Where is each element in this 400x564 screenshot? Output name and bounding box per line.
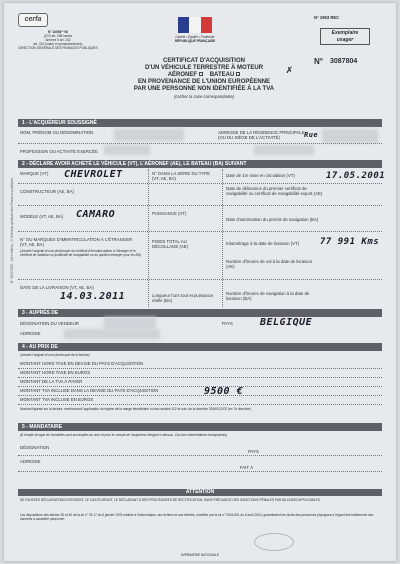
km-label: Kilométrage à la date de livraison (VT) (226, 241, 300, 246)
price-row-3: MONTANT TVA INCLUSE DANS LA DEVISE DU PAYS D'ACQUISITION (20, 388, 159, 393)
section-4-heading: 4 - AU PRIX DE (18, 343, 382, 351)
done-at-label: FAIT À (240, 465, 254, 470)
mandate-address-label: ADRESSE (20, 459, 41, 464)
attention-text-2: Les dispositions des articles 30 et 40 de la loi n° 78-17 du 6 janvier 1978 relative à l'informatique, aux fichiers et aux libertés, modifiée par la loi n° 2004-801 du 6 août 2004, garantissent les droits des personnes physiques à l'égard des traitements des données à caractère personnel. (20, 513, 374, 521)
cerfa-line-3: DIRECTION GÉNÉRALE DES FINANCES PUBLIQUES (18, 46, 98, 50)
form-title (114, 58, 294, 100)
copy-label-line1: Exemplaire (331, 30, 359, 36)
title-line4: EN PROVENANCE DE L'UNION EUROPÉENNE (137, 79, 271, 85)
name-label: NOM, PRÉNOM OU DÉNOMINATION (20, 130, 94, 135)
delivery-label: DATE DE LA LIVRAISON (VT, AE, BA) (20, 285, 94, 290)
country-label: PAYS (222, 321, 233, 326)
nav-auth-label: Date d'autorisation du permis de navigation (BA) (226, 217, 319, 222)
title-line5: PAR UNE PERSONNE NON IDENTIFIÉE À LA TVA (133, 86, 275, 92)
serial-number: 3087804 (330, 58, 358, 65)
seller-address-blurred[interactable] (64, 329, 160, 339)
profession-field-blurred[interactable] (104, 145, 150, 155)
exemption-note: Montant figurant sur la facture, mentionnant l'application du régime de la marge bénéficiaire ou des articles 312 et suiv. de la directive 2006/112/CE (ex 7e directive) (20, 407, 251, 411)
section-2-heading: 2 - DÉCLARE AVOIR ACHETÉ LE VÉHICULE (VT), L'AÉRONEF (AE), LE BATEAU (BA) SUIVANT (18, 160, 382, 168)
price-line-2 (18, 377, 382, 378)
price-row-0: MONTANT HORS TAXE EN DEVISE DU PAYS D'ACQUISITION (20, 361, 144, 366)
cerfa-line-2: art. 242 (suite) et quinquiesdecies) (33, 42, 83, 46)
section2-divider-2 (18, 205, 382, 206)
cerfa-line-0: (CGI art. 298 sexies (43, 34, 73, 38)
section-1-heading: 1 - L'ACQUÉREUR SOUSSIGNÉ (18, 119, 382, 127)
registration-label: N° OU MARQUES D'IMMATRICULATION À L'ÉTRANGER (VT, AE, BA) (20, 237, 133, 248)
price-row-2: MONTANT DE LA TVA À PAYER (20, 379, 83, 384)
name-field-blurred[interactable] (114, 129, 184, 141)
title-note: (cocher la case correspondante) (173, 94, 235, 99)
stamp-mark (254, 533, 294, 551)
serial-prefix: N° (314, 57, 323, 66)
republic-logo (178, 17, 212, 33)
cerfa-info (18, 30, 98, 50)
cerfa-number: N° 10069 * 06 (48, 30, 68, 34)
model-value[interactable]: CAMARO (76, 209, 116, 220)
vehicle-check-mark[interactable]: ✗ (286, 63, 294, 76)
seller-field-blurred[interactable] (104, 317, 156, 329)
price-row-1: MONTANT HORS TAXE EN EUROS (20, 370, 91, 375)
attention-heading: ATTENTION (18, 489, 382, 496)
price-note: (Joindre l'original et une photocopie de la facture) (20, 353, 90, 357)
section-5-heading: 5 - MANDATAIRE (18, 423, 382, 431)
title-bateau: BATEAU (209, 72, 235, 78)
section-3-heading: 3 - AUPRÈS DE (18, 309, 382, 317)
price-line-1 (18, 368, 382, 369)
mandate-line-2 (18, 471, 382, 472)
mandate-designation-label: DÉSIGNATION (20, 445, 50, 450)
flight-hours-label: Nombre d'heures de vol à la date de livraison (AE) (226, 259, 313, 270)
length-label: Longueur hors tout et puissance réelle (BA) (152, 293, 214, 304)
mandate-note: (À remplir lorsque les formalités sont accomplies au nom et pour le compte de l'acquéreur désigné ci-dessus. Cas des intermédiaires transparents) (20, 433, 228, 437)
bateau-checkbox[interactable] (236, 72, 240, 76)
cerfa-line-1: Annexe II art. 242 (45, 38, 71, 42)
aeronef-checkbox[interactable] (199, 72, 203, 76)
weight-label: POIDS TOTAL AU DÉCOLLAGE (AE) (152, 239, 189, 250)
title-line1: CERTIFICAT D'ACQUISITION (163, 58, 245, 64)
price-line-5 (18, 404, 382, 405)
make-label: MARQUE (VT) (20, 171, 49, 176)
price-value[interactable]: 9500 € (204, 386, 244, 397)
builder-label: CONSTRUCTEUR (AE, BA) (20, 189, 74, 194)
section2-divider-3 (18, 231, 382, 232)
section2-vdivider-2 (222, 169, 223, 307)
attention-text-1: DE FAUSSES DÉCLARATIONS EXPOSENT, LE CAS ÉCHÉANT, LE DÉCLARANT À DES PROCÉDURES DE RECTIFICATION, SANS PRÉJUDICE DES SANCTIONS PÉNALES PAR AILLEURS APPLICABLES. (20, 498, 321, 502)
series-label: N° DANS LA SÉRIE DU TYPE (VT, AE, BA) (152, 171, 210, 182)
country-value[interactable]: BELGIQUE (260, 317, 313, 328)
make-value[interactable]: CHEVROLET (64, 169, 123, 180)
section2-divider-4 (18, 279, 382, 280)
seller-label: DÉSIGNATION DU VENDEUR (20, 321, 79, 326)
model-label: MODÈLE (VT, AE, BA) (20, 214, 64, 219)
residence-value[interactable]: Rue (304, 131, 319, 139)
residence-label: ADRESSE DE LA RÉSIDENCE PRINCIPALE (OU DU SIÈGE DE L'ACTIVITÉ) (218, 130, 305, 141)
republic-name: RÉPUBLIQUE FRANÇAISE (174, 39, 216, 43)
registration-note: (Joindre l'original et une photocopie du certificat d'immatriculation à l'étranger et le certificat de radiation ou justificatif de navigabilité ou du pavillon étranger pour les BA) (20, 249, 141, 257)
mandate-line-1 (18, 455, 382, 456)
profession-label: PROFESSION OU ACTIVITÉ EXERCÉE (20, 149, 98, 154)
first-use-value[interactable]: 17.05.2001 (326, 171, 386, 181)
address-field-blurred[interactable] (322, 129, 378, 143)
section2-vdivider-1 (148, 169, 149, 307)
cerfa-logo: cerfa (18, 13, 48, 27)
seller-address-label: ADRESSE (20, 331, 41, 336)
title-line3 (114, 72, 294, 79)
delivery-value[interactable]: 14.03.2011 (60, 291, 126, 302)
section1-divider (18, 143, 382, 144)
airworthiness-label: Date de délivrance du premier certificat de navigabilité ou certificat de navigabilité export (AE) (226, 186, 323, 197)
copy-label-line2: usager (336, 37, 354, 43)
title-line2: D'UN VÉHICULE TERRESTRE À MOTEUR (144, 65, 264, 71)
title-aeronef: AÉRONEF (167, 72, 198, 78)
nav-hours-label: Nombre d'heures de navigation à la date de livraison (BA) (226, 291, 310, 302)
first-use-label: Date de 1re mise en circulation (VT) (226, 173, 295, 178)
form-page (4, 3, 396, 561)
power-label: PUISSANCE (VT) (152, 211, 187, 216)
price-line-4 (18, 395, 382, 396)
side-code: N° 1993 REC - 1ère édition - © Direction générale des Finances publiques (10, 178, 14, 283)
price-line-3 (18, 386, 382, 387)
km-value[interactable]: 77 991 Kms (320, 237, 380, 247)
form-code: N° 1993 REC (314, 15, 340, 20)
price-row-4: MONTANT TVA INCLUSE EN EUROS (20, 397, 94, 402)
republic-motto: Liberté • Égalité • Fraternité (175, 35, 215, 39)
mandate-country-label: PAYS (248, 449, 259, 454)
copy-label-box (320, 28, 370, 45)
address-line2-blurred[interactable] (254, 145, 314, 155)
bottom-ref: IMPRIMERIE NATIONALE (181, 553, 219, 557)
section2-divider-1 (18, 183, 382, 184)
